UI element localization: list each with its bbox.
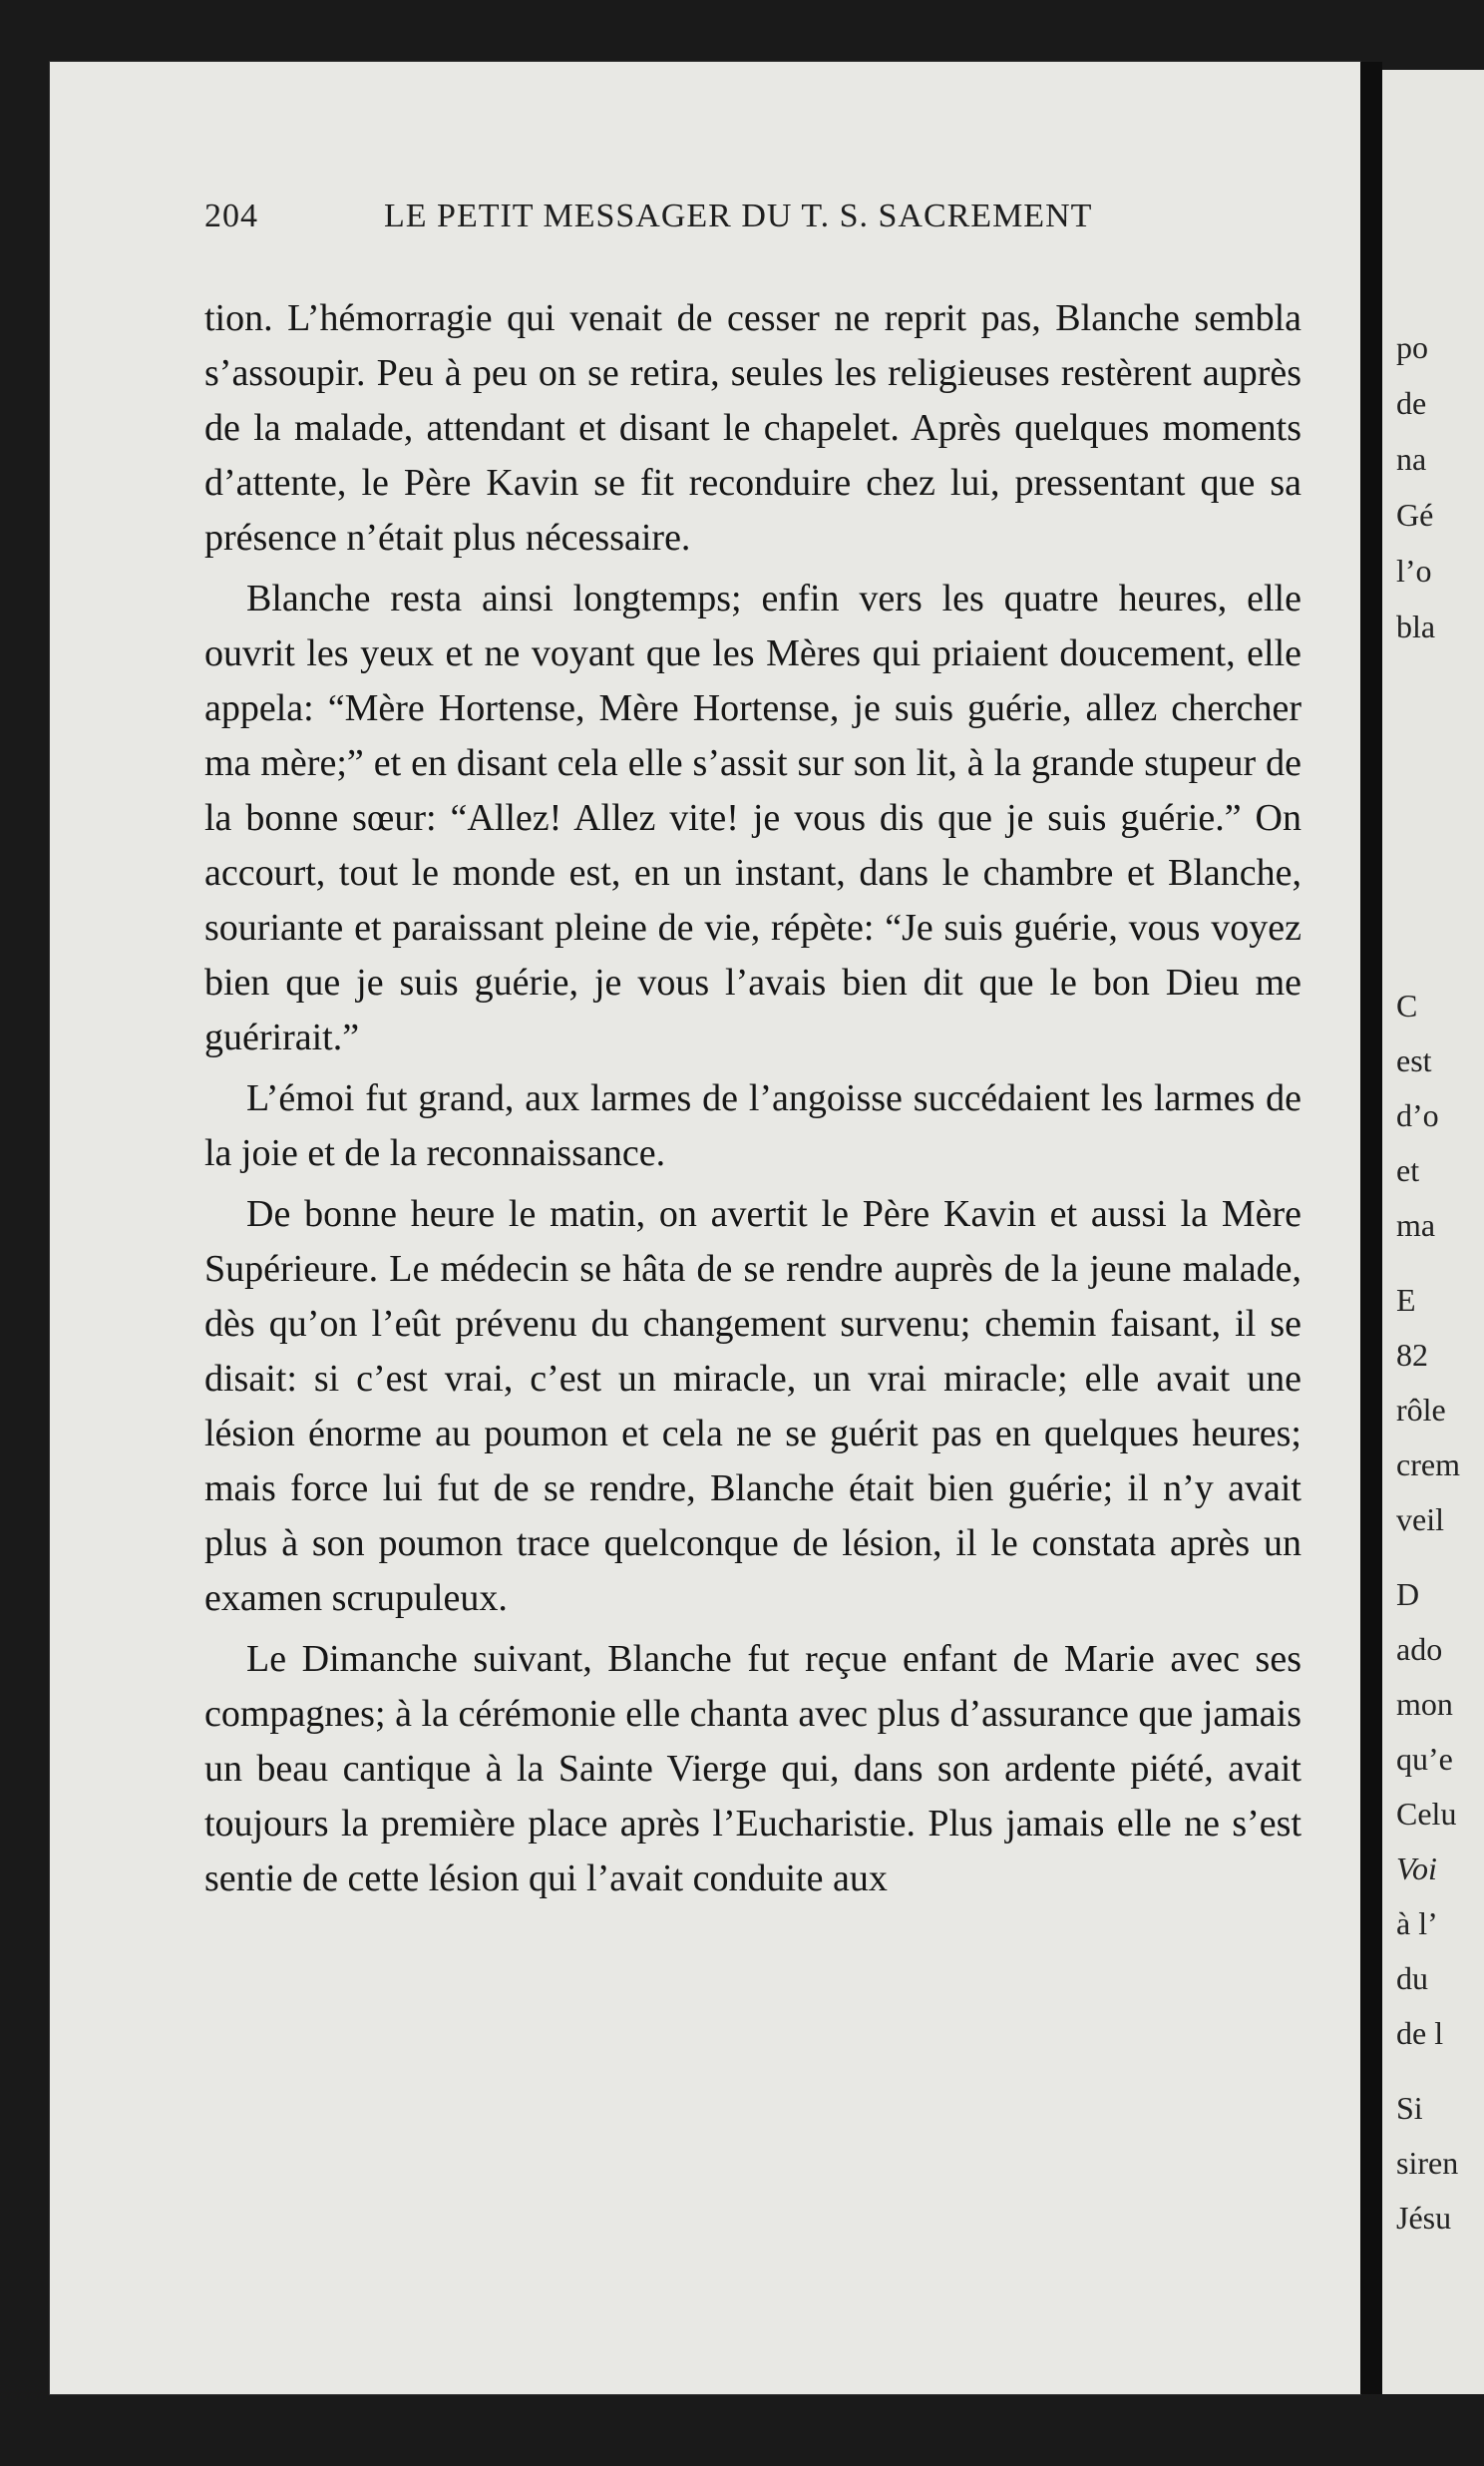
next-page-fragment: ado — [1396, 1631, 1443, 1667]
next-page-fragment: bla — [1396, 609, 1436, 644]
next-page-fragment: de l — [1396, 2015, 1444, 2051]
running-head — [204, 198, 1202, 235]
next-page-fragment: na — [1396, 441, 1427, 477]
next-page-fragment: est — [1396, 1042, 1432, 1078]
next-page-fragment: C — [1396, 988, 1418, 1024]
next-page-fragment: 82 — [1396, 1337, 1428, 1373]
next-page-fragment: ma — [1396, 1207, 1436, 1243]
next-page-fragment: et — [1396, 1152, 1420, 1188]
next-page-fragment: qu’e — [1396, 1741, 1453, 1777]
page-number: 204 — [204, 198, 258, 234]
next-page-fragment: Voi — [1396, 1850, 1437, 1886]
next-page-fragment: de — [1396, 385, 1427, 421]
next-page-fragment: Celu — [1396, 1796, 1457, 1832]
next-page-fragment: siren — [1396, 2145, 1459, 2181]
next-page-fragment: d’o — [1396, 1097, 1439, 1133]
running-title: LE PETIT MESSAGER DU T. S. SACREMENT — [384, 198, 1093, 234]
next-page-fragment: l’o — [1396, 553, 1432, 589]
next-page-edge — [1382, 70, 1484, 2394]
paragraph: De bonne heure le matin, on avertit le Père Kavin et aussi la Mère Supérieure. Le médecin se hâta de se rendre auprès de la jeune malade, dès qu’on l’eût prévenu du changement survenu; chemin faisant, il se disait: si c’est vrai, c’est un miracle, un vrai miracle; elle avait une lésion énorme au poumon et cela ne se guérit pas en quelques heures; mais force lui fut de se rendre, Blanche était bien guérie; il n’y avait plus à son poumon trace quelconque de lésion, il le constata après un examen scrupuleux. — [204, 1193, 1301, 1619]
next-page-fragment: du — [1396, 1960, 1428, 1996]
next-page-fragment: rôle — [1396, 1392, 1446, 1428]
paragraph: Blanche resta ainsi longtemps; enfin vers les quatre heures, elle ouvrit les yeux et ne voyant que les Mères qui priaient doucement, elle appela: “Mère Hortense, Mère Hortense, je suis guérie, allez chercher ma mère;” et en disant cela elle s’assit sur son lit, à la grande stupeur de la bonne sœur: “Allez! Allez vite! je vous dis que je suis guérie.” On accourt, tout le monde est, en un instant, dans le chambre et Blanche, souriante et paraissant pleine de vie, répète: “Je suis guérie, vous voyez bien que je suis guérie, je vous l’avais bien dit que le bon Dieu me guérirait.” — [204, 578, 1301, 1058]
next-page-fragment: po — [1396, 329, 1428, 365]
paragraph: L’émoi fut grand, aux larmes de l’angoisse succédaient les larmes de la joie et de la reconnaissance. — [204, 1077, 1301, 1174]
next-page-fragment: mon — [1396, 1686, 1453, 1722]
next-page-fragment: Gé — [1396, 497, 1434, 533]
next-page-fragment: D — [1396, 1576, 1420, 1612]
next-page-fragment: Jésu — [1396, 2200, 1452, 2236]
body-text — [204, 291, 1301, 1912]
next-page-fragment: Si — [1396, 2090, 1423, 2126]
paragraph: tion. L’hémorragie qui venait de cesser ne reprit pas, Blanche sembla s’assoupir. Peu à peu on se retira, seules les religieuses restèrent auprès de la malade, attendant et disant le chapelet. Après quelques moments d’attente, le Père Kavin se fit reconduire chez lui, pressentant que sa présence n’était plus nécessaire. — [204, 297, 1301, 559]
next-page-fragment: crem — [1396, 1446, 1460, 1482]
next-page-fragment: veil — [1396, 1501, 1444, 1537]
next-page-fragment: à l’ — [1396, 1905, 1438, 1941]
next-page-fragment: E — [1396, 1282, 1416, 1318]
paragraph: Le Dimanche suivant, Blanche fut reçue enfant de Marie avec ses compagnes; à la cérémonie elle chanta avec plus d’assurance que jamais un beau cantique à la Sainte Vierge qui, dans son ardente piété, avait toujours la première place après l’Eucharistie. Plus jamais elle ne s’est sentie de cette lésion qui l’avait conduite aux — [204, 1638, 1301, 1899]
page-gutter — [1360, 62, 1382, 2394]
